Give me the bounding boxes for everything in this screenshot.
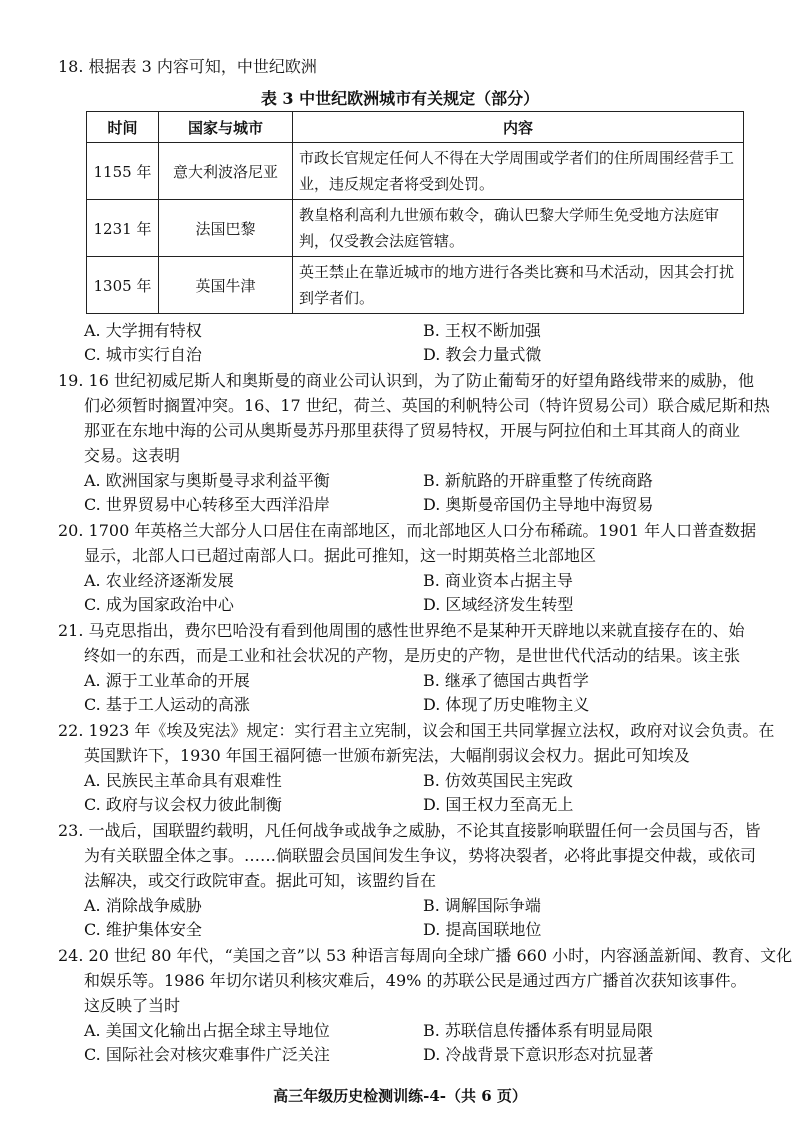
q21-stem-line: 终如一的东西，而是工业和社会状况的产物，是历史的产物，是世世代代活动的结果。该主张	[84, 646, 741, 665]
q21-option-b: B. 继承了德国古典哲学	[423, 671, 589, 690]
row-time: 1155 年	[87, 143, 159, 200]
q21-stem-line: 21. 马克思指出，费尔巴哈没有看到他周围的感性世界绝不是某种开天辟地以来就直接存在的、始	[58, 621, 745, 640]
q21-option-c: C. 基于工人运动的高涨	[84, 695, 250, 714]
table-header-row	[87, 112, 744, 143]
q24-stem-line: 这反映了当时	[84, 996, 181, 1015]
q20-stem-line: 显示，北部人口已超过南部人口。据此可推知，这一时期英格兰北部地区	[84, 546, 597, 565]
page-footer: 高三年级历史检测训练-4-（共 6 页）	[273, 1087, 527, 1105]
q20-stem-line: 20. 1700 年英格兰大部分人口居住在南部地区，而北部地区人口分布稀疏。1901 年人口普查数据	[58, 521, 757, 540]
q23-option-d: D. 提高国联地位	[423, 920, 542, 939]
q24-option-a: A. 美国文化输出占据全球主导地位	[84, 1021, 330, 1040]
q20-option-c: C. 成为国家政治中心	[84, 595, 234, 614]
q19-stem-line: 们必须暂时搁置冲突。16、17 世纪，荷兰、英国的利帆特公司（特许贸易公司）联合威尼斯和热	[84, 396, 770, 415]
q21-option-a: A. 源于工业革命的开展	[84, 671, 250, 690]
q23-stem-line: 法解决，或交行政院审查。据此可知，该盟约旨在	[84, 871, 437, 890]
header-place: 国家与城市	[159, 112, 293, 143]
q19-stem-line: 交易。这表明	[84, 446, 181, 465]
table-row	[87, 257, 744, 314]
q19-option-b: B. 新航路的开辟重整了传统商路	[423, 471, 653, 490]
q24-option-d: D. 冷战背景下意识形态对抗显著	[423, 1045, 654, 1064]
row-content: 市政长官规定任何人不得在大学周围或学者们的住所周围经营手工业，违反规定者将受到处罚。	[293, 143, 744, 200]
q18-stem: 18. 根据表 3 内容可知，中世纪欧洲	[58, 57, 317, 76]
q24-option-b: B. 苏联信息传播体系有明显局限	[423, 1021, 653, 1040]
q18-option-d: D. 教会力量式微	[423, 345, 542, 364]
table-3-title: 表 3 中世纪欧洲城市有关规定（部分）	[260, 89, 540, 108]
q20-option-b: B. 商业资本占据主导	[423, 571, 573, 590]
q23-stem-line: 为有关联盟全体之事。……倘联盟会员国间发生争议，势将决裂者，必将此事提交仲裁，或依司	[84, 846, 757, 865]
q22-option-d: D. 国王权力至高无上	[423, 795, 574, 814]
q23-option-c: C. 维护集体安全	[84, 920, 202, 939]
q20-option-d: D. 区域经济发生转型	[423, 595, 574, 614]
q23-stem-line: 23. 一战后，国联盟约载明，凡任何战争或战争之威胁，不论其直接影响联盟任何一会员国与否，皆	[58, 821, 761, 840]
q19-option-a: A. 欧洲国家与奥斯曼寻求利益平衡	[84, 471, 330, 490]
q24-stem-line: 和娱乐等。1986 年切尔诺贝利核灾难后，49% 的苏联公民是通过西方广播首次获知该事件。	[84, 971, 747, 990]
q24-option-c: C. 国际社会对核灾难事件广泛关注	[84, 1045, 330, 1064]
q18-option-a: A. 大学拥有特权	[84, 321, 202, 340]
q23-option-a: A. 消除战争威胁	[84, 896, 202, 915]
row-place: 意大利波洛尼亚	[159, 143, 293, 200]
q22-option-c: C. 政府与议会权力彼此制衡	[84, 795, 282, 814]
q22-option-b: B. 仿效英国民主宪政	[423, 771, 573, 790]
row-content: 英王禁止在靠近城市的地方进行各类比赛和马术活动，因其会打扰到学者们。	[293, 257, 744, 314]
row-time: 1305 年	[87, 257, 159, 314]
row-place: 法国巴黎	[159, 200, 293, 257]
regulations-table	[86, 111, 744, 314]
q19-stem-line: 19. 16 世纪初威尼斯人和奥斯曼的商业公司认识到，为了防止葡萄牙的好望角路线带来的威胁，他	[58, 371, 754, 390]
q22-stem-line: 英国默许下，1930 年国王福阿德一世颁布新宪法，大幅削弱议会权力。据此可知埃及	[84, 746, 690, 765]
q19-option-c: C. 世界贸易中心转移至大西洋沿岸	[84, 495, 330, 514]
table-row	[87, 143, 744, 200]
q22-stem-line: 22. 1923 年《埃及宪法》规定：实行君主立宪制，议会和国王共同掌握立法权，政府对议会负责。在	[58, 721, 775, 740]
row-content: 教皇格利高利九世颁布敕令，确认巴黎大学师生免受地方法庭审判，仅受教会法庭管辖。	[293, 200, 744, 257]
q19-stem-line: 那亚在东地中海的公司从奥斯曼苏丹那里获得了贸易特权，开展与阿拉伯和土耳其商人的商业	[84, 421, 741, 440]
row-place: 英国牛津	[159, 257, 293, 314]
q24-stem-line: 24. 20 世纪 80 年代，“美国之音”以 53 种语言每周向全球广播 660 小时，内容涵盖新闻、教育、文化	[58, 946, 793, 965]
q19-option-d: D. 奥斯曼帝国仍主导地中海贸易	[423, 495, 654, 514]
q21-option-d: D. 体现了历史唯物主义	[423, 695, 590, 714]
q23-option-b: B. 调解国际争端	[423, 896, 541, 915]
q22-option-a: A. 民族民主革命具有艰难性	[84, 771, 282, 790]
row-time: 1231 年	[87, 200, 159, 257]
header-time: 时间	[87, 112, 159, 143]
table-row	[87, 200, 744, 257]
header-content: 内容	[293, 112, 744, 143]
q18-option-b: B. 王权不断加强	[423, 321, 541, 340]
q20-option-a: A. 农业经济逐渐发展	[84, 571, 234, 590]
q18-option-c: C. 城市实行自治	[84, 345, 202, 364]
